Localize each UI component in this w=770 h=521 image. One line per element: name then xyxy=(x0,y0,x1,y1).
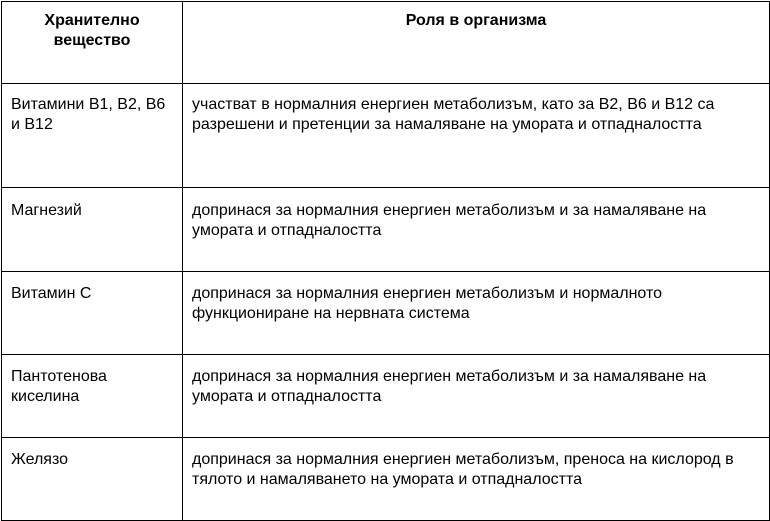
header-substance: Хранително вещество xyxy=(2,2,183,84)
table-header-row xyxy=(2,2,770,84)
table-row xyxy=(2,355,770,438)
nutrients-table xyxy=(1,1,770,521)
substance-cell: Магнезий xyxy=(2,188,183,272)
table-row xyxy=(2,438,770,521)
role-cell: допринася за нормалния енергиен метаболизъм и нормалното функциониране на нервната система xyxy=(183,272,770,355)
table-row xyxy=(2,188,770,272)
role-cell: участват в нормалния енергиен метаболизъм, като за B2, B6 и B12 са разрешени и претенции за намаляване на умората и отпадналостта xyxy=(183,84,770,188)
substance-cell: Витамини B1, B2, B6 и B12 xyxy=(2,84,183,188)
substance-cell: Пантотенова киселина xyxy=(2,355,183,438)
role-cell: допринася за нормалния енергиен метаболизъм и за намаляване на умората и отпадналостта xyxy=(183,355,770,438)
table-row xyxy=(2,84,770,188)
role-cell: допринася за нормалния енергиен метаболизъм и за намаляване на умората и отпадналостта xyxy=(183,188,770,272)
role-cell: допринася за нормалния енергиен метаболизъм, преноса на кислород в тялото и намаляването на умората и отпадналостта xyxy=(183,438,770,521)
header-role: Роля в организма xyxy=(183,2,770,84)
substance-cell: Витамин С xyxy=(2,272,183,355)
table-row xyxy=(2,272,770,355)
substance-cell: Желязо xyxy=(2,438,183,521)
